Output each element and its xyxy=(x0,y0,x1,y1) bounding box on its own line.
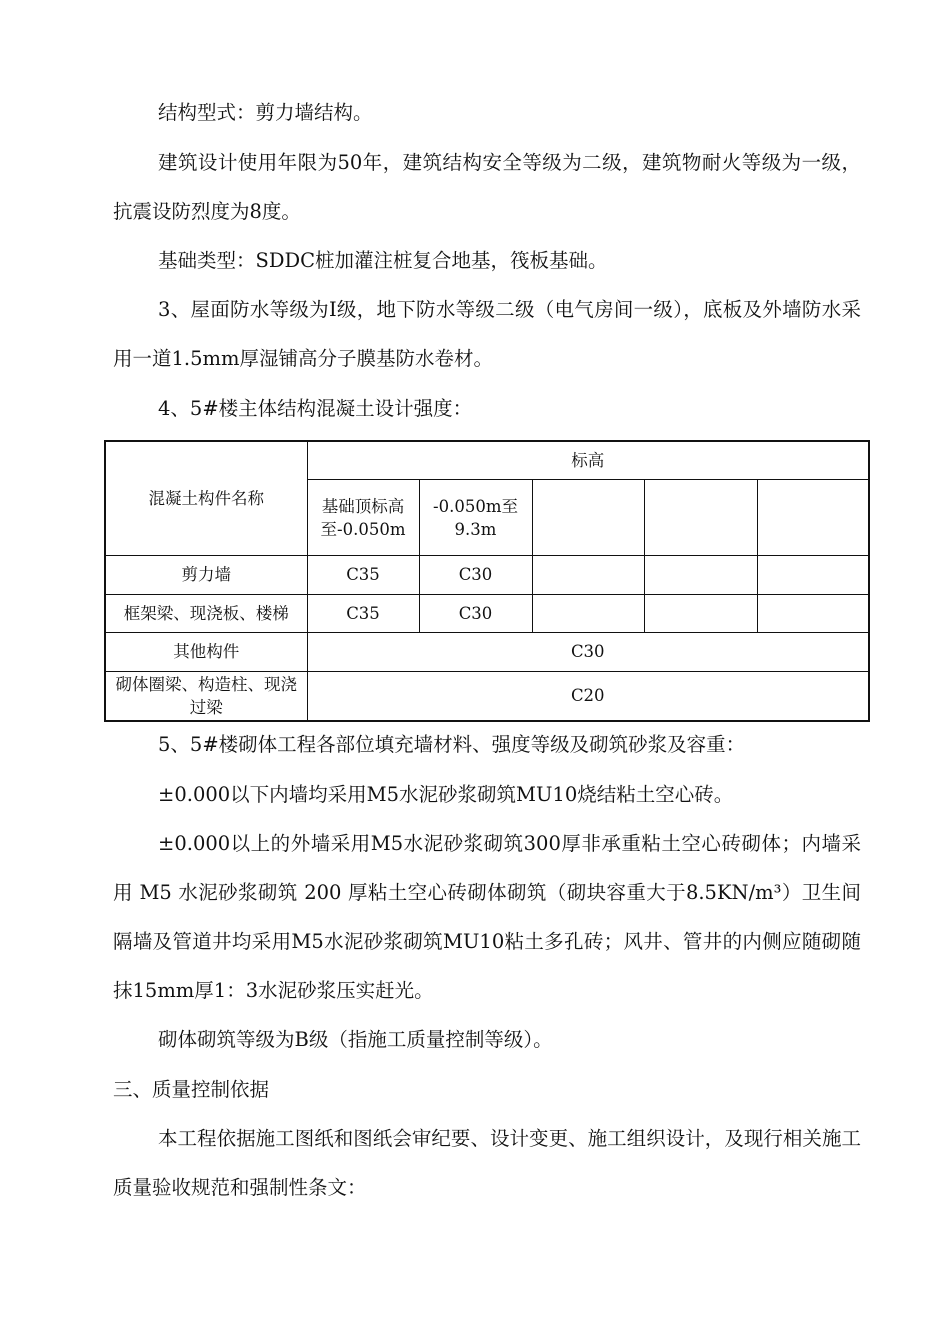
row-value: C30 xyxy=(419,556,532,595)
above-grade-wall-paragraph: ±0.000以上的外墙采用M5水泥砂浆砌筑300厚非承重粘土空心砖砌体；内墙采用 M5 水泥砂浆砌筑 200 厚粘土空心砖砌体砌筑（砌块容重大于8.5KN/m³）卫生间隔墙及管道井均采用M5水泥砂浆砌筑MU10粘土多孔砖；风井、管井的内侧应随砌随抹15mm厚1：3水泥砂浆压实赶光。 xyxy=(113,832,861,1002)
row-name: 其他构件 xyxy=(105,633,307,672)
structure-type-paragraph: 结构型式：剪力墙结构。 xyxy=(158,101,373,124)
table-elev-col-5 xyxy=(757,480,869,556)
empty-cell xyxy=(532,594,644,633)
row-name: 砌体圈梁、构造柱、现浇过梁 xyxy=(105,671,307,721)
table-row xyxy=(105,556,869,595)
row-value: C35 xyxy=(307,556,419,595)
below-grade-wall-paragraph: ±0.000以下内墙均采用M5水泥砂浆砌筑MU10烧结粘土空心砖。 xyxy=(158,783,734,806)
table-row xyxy=(105,594,869,633)
row-value: C30 xyxy=(419,594,532,633)
empty-cell xyxy=(644,594,757,633)
waterproof-paragraph: 3、屋面防水等级为Ⅰ级，地下防水等级二级（电气房间一级），底板及外墙防水采用一道1.5mm厚湿铺高分子膜基防水卷材。 xyxy=(113,298,861,370)
table-elev-col-2: -0.050m至9.3m xyxy=(419,480,532,556)
row-value-merged: C20 xyxy=(307,671,869,721)
quality-basis-paragraph: 本工程依据施工图纸和图纸会审纪要、设计变更、施工组织设计，及现行相关施工质量验收规范和强制性条文： xyxy=(113,1127,861,1199)
masonry-grade-paragraph: 砌体砌筑等级为B级（指施工质量控制等级）。 xyxy=(158,1028,553,1051)
masonry-heading: 5、5#楼砌体工程各部位填充墙材料、强度等级及砌筑砂浆及容重： xyxy=(158,733,746,756)
row-value-merged: C30 xyxy=(307,633,869,672)
empty-cell xyxy=(532,556,644,595)
empty-cell xyxy=(644,556,757,595)
section-heading-quality-basis: 三、质量控制依据 xyxy=(113,1078,270,1101)
table-header-component-name: 混凝土构件名称 xyxy=(105,441,307,556)
table-row xyxy=(105,671,869,721)
table-header-elevation: 标高 xyxy=(307,441,869,480)
concrete-strength-table xyxy=(104,440,870,722)
table-row xyxy=(105,633,869,672)
design-life-paragraph: 建筑设计使用年限为50年，建筑结构安全等级为二级，建筑物耐火等级为一级，抗震设防烈度为8度。 xyxy=(113,151,861,223)
empty-cell xyxy=(757,594,869,633)
table-elev-col-3 xyxy=(532,480,644,556)
foundation-type-paragraph: 基础类型：SDDC桩加灌注桩复合地基，筏板基础。 xyxy=(158,249,608,272)
row-name: 剪力墙 xyxy=(105,556,307,595)
concrete-strength-heading: 4、5#楼主体结构混凝土设计强度： xyxy=(158,397,473,420)
table-elev-col-4 xyxy=(644,480,757,556)
row-name: 框架梁、现浇板、楼梯 xyxy=(105,594,307,633)
empty-cell xyxy=(757,556,869,595)
row-value: C35 xyxy=(307,594,419,633)
table-elev-col-1: 基础顶标高至-0.050m xyxy=(307,480,419,556)
